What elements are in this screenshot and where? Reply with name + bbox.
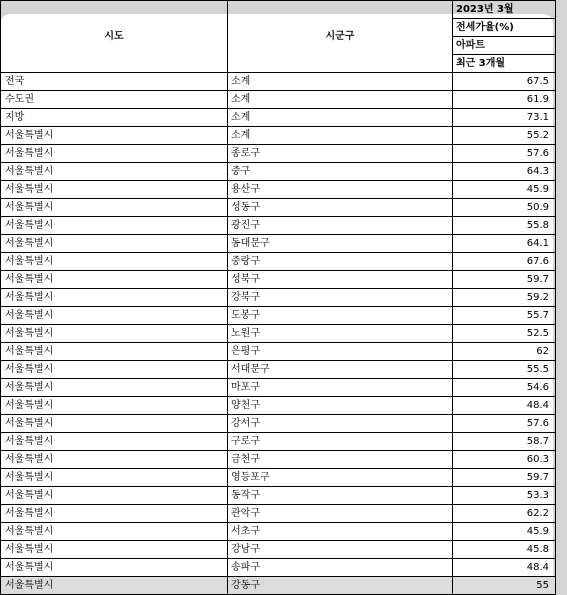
table-row — [1, 253, 556, 271]
cell-sido: 수도권 — [1, 91, 228, 109]
table-row — [1, 523, 556, 541]
table-row — [1, 271, 556, 289]
cell-value: 55.7 — [453, 307, 556, 325]
cell-sigungu: 양천구 — [228, 397, 453, 415]
cell-value: 64.1 — [453, 235, 556, 253]
cell-sido: 서울특별시 — [1, 145, 228, 163]
cell-value: 59.7 — [453, 469, 556, 487]
cell-value: 73.1 — [453, 109, 556, 127]
cell-sido: 서울특별시 — [1, 577, 228, 595]
table-row — [1, 451, 556, 469]
cell-sido: 서울특별시 — [1, 451, 228, 469]
header-type: 아파트 — [453, 37, 556, 55]
cell-value: 45.9 — [453, 523, 556, 541]
cell-sigungu: 성북구 — [228, 271, 453, 289]
cell-sigungu: 금천구 — [228, 451, 453, 469]
cell-value: 67.6 — [453, 253, 556, 271]
cell-value: 60.3 — [453, 451, 556, 469]
cell-sigungu: 서초구 — [228, 523, 453, 541]
cell-value: 45.9 — [453, 181, 556, 199]
cell-value: 55.2 — [453, 127, 556, 145]
cell-sido: 서울특별시 — [1, 217, 228, 235]
cell-sigungu: 중구 — [228, 163, 453, 181]
cell-value: 55 — [453, 577, 556, 595]
cell-value: 57.6 — [453, 415, 556, 433]
cell-sigungu: 소계 — [228, 109, 453, 127]
table-row — [1, 343, 556, 361]
cell-sigungu: 은평구 — [228, 343, 453, 361]
cell-value: 55.5 — [453, 361, 556, 379]
cell-sigungu: 송파구 — [228, 559, 453, 577]
table-row — [1, 379, 556, 397]
table-row — [1, 415, 556, 433]
cell-sido: 서울특별시 — [1, 559, 228, 577]
cell-value: 55.8 — [453, 217, 556, 235]
cell-sido: 서울특별시 — [1, 469, 228, 487]
cell-sido: 서울특별시 — [1, 379, 228, 397]
cell-sigungu: 강남구 — [228, 541, 453, 559]
table-row — [1, 163, 556, 181]
cell-value: 67.5 — [453, 73, 556, 91]
cell-value: 62.2 — [453, 505, 556, 523]
cell-sido: 서울특별시 — [1, 181, 228, 199]
cell-sido: 서울특별시 — [1, 361, 228, 379]
cell-sigungu: 강서구 — [228, 415, 453, 433]
cell-sido: 서울특별시 — [1, 307, 228, 325]
cell-sigungu: 동대문구 — [228, 235, 453, 253]
cell-sigungu: 중랑구 — [228, 253, 453, 271]
cell-sigungu: 노원구 — [228, 325, 453, 343]
table-row — [1, 433, 556, 451]
cell-sido: 서울특별시 — [1, 433, 228, 451]
cell-sido: 서울특별시 — [1, 397, 228, 415]
table-row — [1, 505, 556, 523]
cell-sigungu: 광진구 — [228, 217, 453, 235]
table-row — [1, 559, 556, 577]
cell-sido: 서울특별시 — [1, 523, 228, 541]
cell-value: 52.5 — [453, 325, 556, 343]
cell-value: 50.9 — [453, 199, 556, 217]
cell-sido: 서울특별시 — [1, 127, 228, 145]
cell-sigungu: 성동구 — [228, 199, 453, 217]
header-metric: 전세가율(%) — [453, 19, 556, 37]
cell-sido: 서울특별시 — [1, 253, 228, 271]
table-row — [1, 397, 556, 415]
table-row — [1, 199, 556, 217]
cell-sigungu: 소계 — [228, 127, 453, 145]
cell-sigungu: 영등포구 — [228, 469, 453, 487]
cell-sido: 서울특별시 — [1, 271, 228, 289]
cell-sigungu: 구로구 — [228, 433, 453, 451]
table-header — [1, 1, 556, 73]
cell-sido: 서울특별시 — [1, 541, 228, 559]
table-row — [1, 235, 556, 253]
col-header-sido: 시도 — [1, 1, 228, 73]
table-row — [1, 181, 556, 199]
cell-sido: 서울특별시 — [1, 505, 228, 523]
table-row — [1, 217, 556, 235]
table-row — [1, 541, 556, 559]
cell-sigungu: 소계 — [228, 73, 453, 91]
cell-sido: 서울특별시 — [1, 343, 228, 361]
header-window: 최근 3개월 — [453, 55, 556, 73]
cell-sido: 서울특별시 — [1, 487, 228, 505]
cell-sido: 서울특별시 — [1, 163, 228, 181]
cell-value: 45.8 — [453, 541, 556, 559]
cell-value: 48.4 — [453, 559, 556, 577]
cell-value: 54.6 — [453, 379, 556, 397]
cell-value: 62 — [453, 343, 556, 361]
table-row — [1, 325, 556, 343]
cell-value: 59.2 — [453, 289, 556, 307]
table-row — [1, 289, 556, 307]
cell-value: 61.9 — [453, 91, 556, 109]
cell-sigungu: 용산구 — [228, 181, 453, 199]
table-row — [1, 307, 556, 325]
table-row — [1, 361, 556, 379]
cell-value: 58.7 — [453, 433, 556, 451]
cell-sigungu: 소계 — [228, 91, 453, 109]
table-row — [1, 91, 556, 109]
cell-sido: 서울특별시 — [1, 289, 228, 307]
cell-sido: 서울특별시 — [1, 199, 228, 217]
table-row — [1, 127, 556, 145]
cell-sigungu: 마포구 — [228, 379, 453, 397]
cell-sido: 서울특별시 — [1, 325, 228, 343]
cell-value: 53.3 — [453, 487, 556, 505]
cell-sigungu: 종로구 — [228, 145, 453, 163]
table-row — [1, 145, 556, 163]
cell-sido: 지방 — [1, 109, 228, 127]
col-header-sigungu: 시군구 — [228, 1, 453, 73]
table-row — [1, 73, 556, 91]
table-row — [1, 577, 556, 595]
cell-value: 59.7 — [453, 271, 556, 289]
cell-sigungu: 강동구 — [228, 577, 453, 595]
table-row — [1, 469, 556, 487]
table-row — [1, 487, 556, 505]
cell-value: 57.6 — [453, 145, 556, 163]
cell-value: 48.4 — [453, 397, 556, 415]
header-period: 2023년 3월 — [453, 1, 556, 19]
cell-sido: 서울특별시 — [1, 415, 228, 433]
cell-sido: 서울특별시 — [1, 235, 228, 253]
cell-sigungu: 강북구 — [228, 289, 453, 307]
cell-sido: 전국 — [1, 73, 228, 91]
cell-value: 64.3 — [453, 163, 556, 181]
cell-sigungu: 도봉구 — [228, 307, 453, 325]
table-row — [1, 109, 556, 127]
table-body — [1, 73, 556, 595]
cell-sigungu: 서대문구 — [228, 361, 453, 379]
cell-sigungu: 동작구 — [228, 487, 453, 505]
cell-sigungu: 관악구 — [228, 505, 453, 523]
